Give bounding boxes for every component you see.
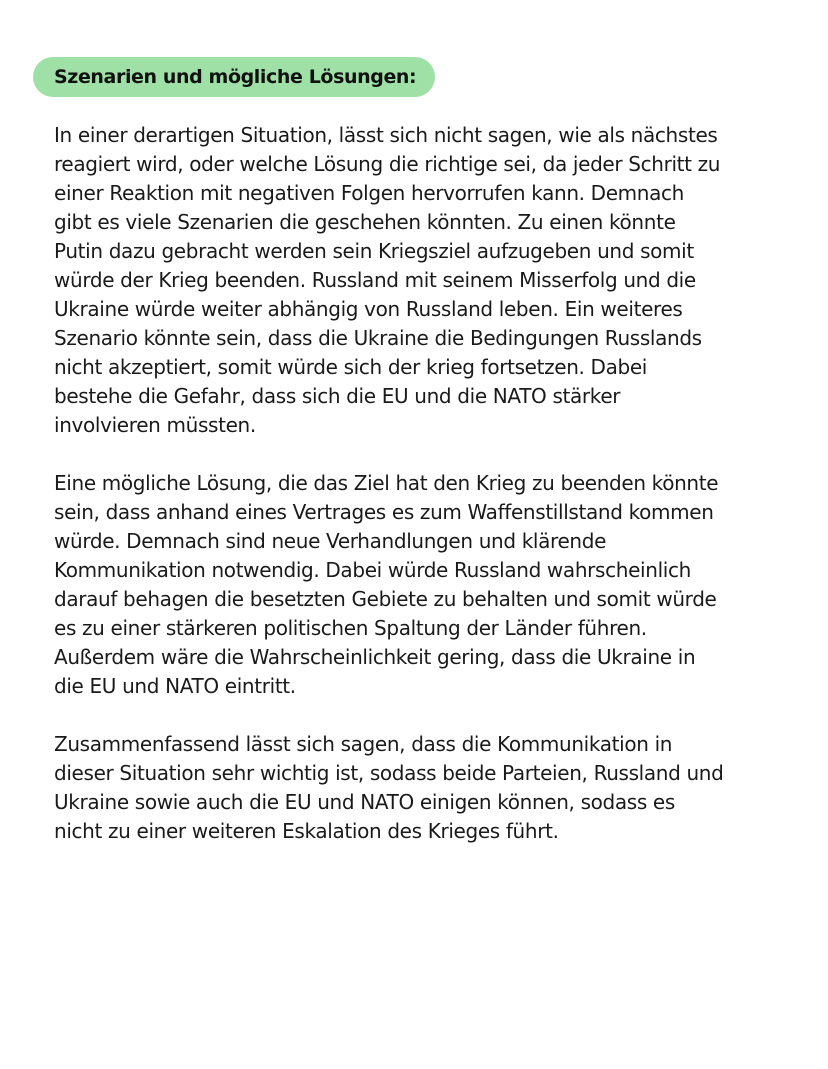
text-line: dieser Situation sehr wichtig ist, sodass beide Parteien, Russland und — [54, 761, 724, 785]
text-line: gibt es viele Szenarien die geschehen könnten. Zu einen könnte — [54, 210, 676, 234]
text-line: Eine mögliche Lösung, die das Ziel hat den Krieg zu beenden könnte — [54, 471, 719, 495]
section-heading: Szenarien und mögliche Lösungen: — [54, 66, 417, 88]
text-line: involvieren müssten. — [54, 413, 256, 437]
text-line: einer Reaktion mit negativen Folgen hervorrufen kann. Demnach — [54, 181, 685, 205]
text-line: würde. Demnach sind neue Verhandlungen und klärende — [54, 529, 607, 553]
text-line: Ukraine sowie auch die EU und NATO einigen können, sodass es — [54, 790, 675, 814]
text-line: sein, dass anhand eines Vertrages es zum Waffenstillstand kommen — [54, 500, 714, 524]
text-line: Kommunikation notwendig. Dabei würde Russland wahrscheinlich — [54, 558, 691, 582]
paragraph-summary — [54, 730, 774, 846]
section-heading-pill — [33, 57, 435, 97]
text-line: würde der Krieg beenden. Russland mit seinem Misserfolg und die — [54, 268, 696, 292]
text-line: Szenario könnte sein, dass die Ukraine die Bedingungen Russlands — [54, 326, 702, 350]
text-line: nicht akzeptiert, somit würde sich der krieg fortsetzen. Dabei — [54, 355, 647, 379]
text-line: Zusammenfassend lässt sich sagen, dass die Kommunikation in — [54, 732, 673, 756]
paragraph-scenarios — [54, 121, 774, 440]
text-line: In einer derartigen Situation, lässt sich nicht sagen, wie als nächstes — [54, 123, 718, 147]
text-line: es zu einer stärkeren politischen Spaltung der Länder führen. — [54, 616, 647, 640]
body-text — [54, 121, 774, 875]
text-line: Außerdem wäre die Wahrscheinlichkeit gering, dass die Ukraine in — [54, 645, 696, 669]
text-line: bestehe die Gefahr, dass sich die EU und die NATO stärker — [54, 384, 621, 408]
text-line: die EU und NATO eintritt. — [54, 674, 296, 698]
paragraph-solution — [54, 469, 774, 701]
text-line: darauf behagen die besetzten Gebiete zu behalten und somit würde — [54, 587, 717, 611]
text-line: Ukraine würde weiter abhängig von Russland leben. Ein weiteres — [54, 297, 683, 321]
text-line: reagiert wird, oder welche Lösung die richtige sei, da jeder Schritt zu — [54, 152, 721, 176]
text-line: Putin dazu gebracht werden sein Kriegsziel aufzugeben und somit — [54, 239, 694, 263]
text-line: nicht zu einer weiteren Eskalation des Krieges führt. — [54, 819, 559, 843]
